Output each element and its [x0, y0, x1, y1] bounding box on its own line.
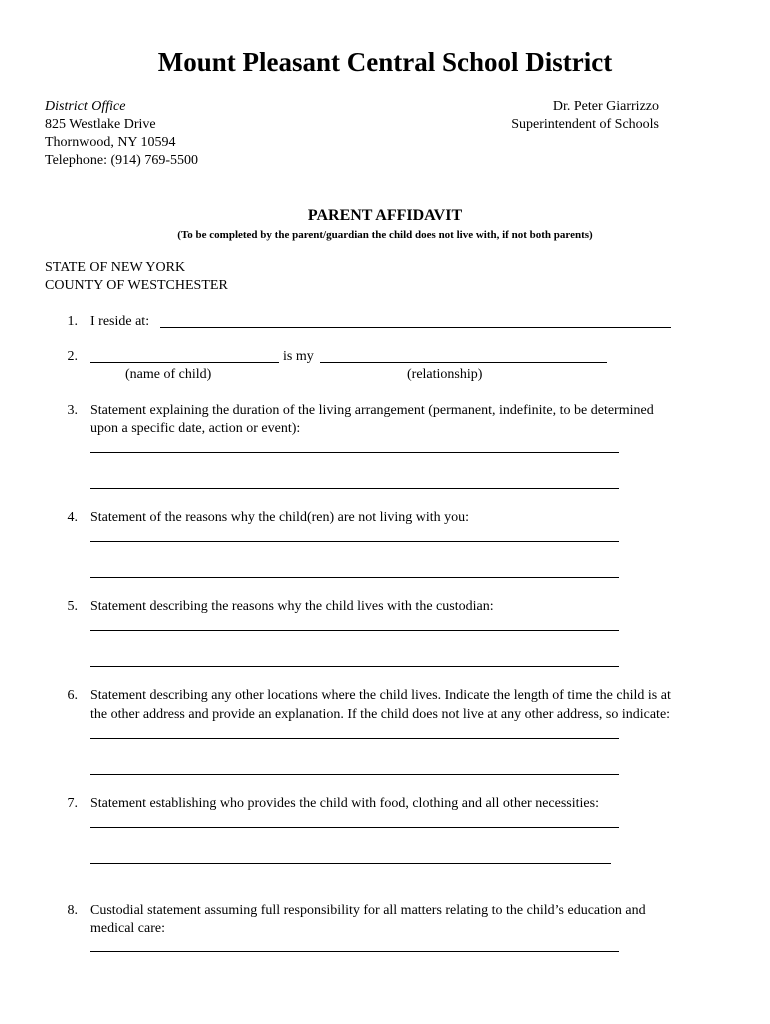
item-5-answer-line-2[interactable] — [90, 666, 619, 667]
item-2-child-name-line[interactable] — [90, 362, 279, 363]
item-2-relationship-line[interactable] — [320, 362, 607, 363]
item-2-number: 2. — [67, 349, 78, 364]
item-6-answer-line-2[interactable] — [90, 774, 619, 775]
item-5-line1: Statement describing the reasons why the child lives with the custodian: — [90, 599, 494, 614]
item-2-text: is my — [283, 349, 314, 364]
item-6-line2: the other address and provide an explanation. If the child does not live at any other address, so indicate: — [90, 707, 671, 722]
form-title: PARENT AFFIDAVIT — [307, 207, 463, 224]
item-8-number: 8. — [67, 903, 78, 918]
item-7-answer-line-2[interactable] — [90, 863, 611, 864]
superintendent-title: Superintendent of Schools — [511, 117, 659, 132]
district-name: Mount Pleasant Central School District — [157, 47, 613, 77]
address-line2: Thornwood, NY 10594 — [45, 135, 176, 150]
item-8-line2: medical care: — [90, 921, 166, 936]
item-3-answer-line-1[interactable] — [90, 452, 619, 453]
item-3-number: 3. — [67, 403, 78, 418]
item-4-number: 4. — [67, 510, 78, 525]
item-1-text: I reside at: — [90, 314, 150, 329]
county-line: COUNTY OF WESTCHESTER — [45, 278, 228, 293]
item-4-line1: Statement of the reasons why the child(ren) are not living with you: — [90, 510, 470, 525]
item-5-answer-line-1[interactable] — [90, 630, 619, 631]
item-2-caption-relationship: (relationship) — [407, 367, 483, 382]
form-subtitle: (To be completed by the parent/guardian the child does not live with, if not both parents) — [177, 229, 593, 241]
office-label: District Office — [45, 99, 126, 114]
item-4-answer-line-1[interactable] — [90, 541, 619, 542]
item-6-answer-line-1[interactable] — [90, 738, 619, 739]
item-7-number: 7. — [67, 796, 78, 811]
item-4-answer-line-2[interactable] — [90, 577, 619, 578]
item-1-fill-line[interactable] — [160, 327, 671, 328]
item-7-line1: Statement establishing who provides the child with food, clothing and all other necessities: — [90, 796, 599, 811]
item-1-number: 1. — [67, 314, 78, 329]
address-line1: 825 Westlake Drive — [45, 117, 156, 132]
item-6-number: 6. — [67, 688, 78, 703]
telephone: Telephone: (914) 769-5500 — [45, 153, 198, 168]
item-7-answer-line-1[interactable] — [90, 827, 619, 828]
item-8-answer-line-1[interactable] — [90, 951, 619, 952]
superintendent-name: Dr. Peter Giarrizzo — [552, 99, 659, 114]
state-line: STATE OF NEW YORK — [45, 260, 186, 275]
item-8-line1: Custodial statement assuming full responsibility for all matters relating to the child’s education and — [90, 903, 646, 918]
item-3-line2: upon a specific date, action or event): — [90, 421, 301, 436]
item-3-line1: Statement explaining the duration of the living arrangement (permanent, indefinite, to be determined — [90, 403, 654, 418]
item-6-line1: Statement describing any other locations where the child lives. Indicate the length of time the child is at — [90, 688, 671, 703]
item-2-caption-child: (name of child) — [125, 367, 212, 382]
item-3-answer-line-2[interactable] — [90, 488, 619, 489]
item-5-number: 5. — [67, 599, 78, 614]
